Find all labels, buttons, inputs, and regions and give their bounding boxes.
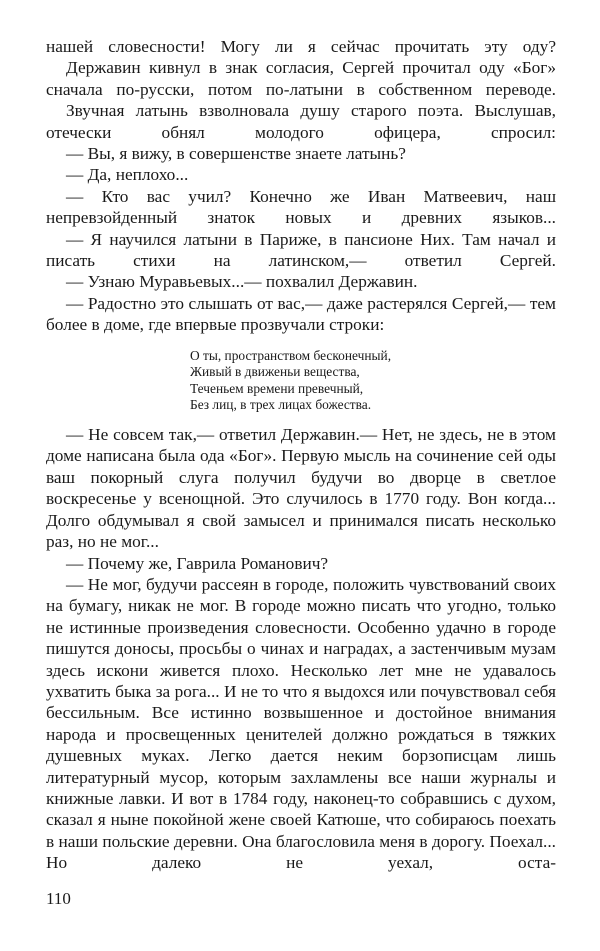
dialogue-line: — Радостно это слышать от вас,— даже растерялся Сергей,— тем более в доме, где впервые прозвучали строки:: [46, 293, 556, 335]
poem-line: О ты, пространством бесконечный,: [190, 347, 392, 363]
dialogue-line: — Кто вас учил? Конечно же Иван Матвеевич, наш непревзойденный знаток новых и древних языков...: [46, 186, 556, 228]
dialogue-line: — Почему же, Гаврила Романович?: [66, 553, 329, 573]
paragraph-latin-moved: Звучная латынь взволновала душу старого поэта. Выслушав, отечески обнял молодого офицера, спросил:: [46, 101, 556, 142]
poem-line: Живый в движеньи вещества,: [190, 364, 360, 380]
dialogue-line: — Узнаю Муравьевых...— похвалил Державин.: [66, 272, 418, 292]
book-page: [46, 36, 556, 874]
poem-line: Теченьем времени превечный,: [190, 380, 364, 396]
paragraph-continuation: нашей словесности! Могу ли я сейчас прочитать эту оду?: [46, 37, 556, 56]
dialogue-line: — Не мог, будучи рассеян в городе, положить чувствований своих на бумагу, никак не мог. В городе можно писать что угодно, только не истинные произведения словесности. Особенно удачно в городе пишутся доносы, просьбы о чинах и наградах, а застенчивым музам здесь искони живется плохо. Несколько лет мне не удавалось ухватить быка за рога... И не то что я выдохся или почувствовал себя бессильным. Все истинно возвышенное и достойное внимания народа и просвещенных ценителей должно рождаться в тяжких душевных муках. Легко дается неким борзописцам лишь литературный мусор, которым захламлены все наши журналы и книжные лавки. И вот в 1784 году, наконец-то собравшись с духом, сказал я ныне покойной жене своей Катюше, что собираюсь поехать в наши польские деревни. Она благословила меня в дорогу. Поехал... Но далеко не уехал, оста-: [46, 574, 556, 873]
dialogue-line: — Вы, я вижу, в совершенстве знаете латынь?: [66, 144, 406, 164]
dialogue-line: — Да, неплохо...: [66, 165, 189, 185]
poem-quote: [190, 348, 556, 414]
dialogue-line: — Не совсем так,— ответил Державин.— Нет, не здесь, не в этом доме написана была ода «Бог». Первую мысль на сочинение сей оды ваш покорный слуга получил будучи во дворце в светлое воскресенье у всенощной. Это случилось в 1770 году. Вон когда... Долго обдумывал я свой замысел и принимался писать несколько раз, но не мог...: [46, 425, 556, 552]
poem-line: Без лиц, в трех лицах божества.: [190, 397, 372, 413]
paragraph-derzhavin-nodded: Державин кивнул в знак согласия, Сергей прочитал оду «Бог» сначала по-русски, потом по-латыни в собственном переводе.: [46, 58, 556, 99]
page-number: 110: [46, 889, 71, 908]
dialogue-line: — Я научился латыни в Париже, в пансионе Них. Там начал и писать стихи на латинском,— ответил Сергей.: [46, 229, 556, 271]
